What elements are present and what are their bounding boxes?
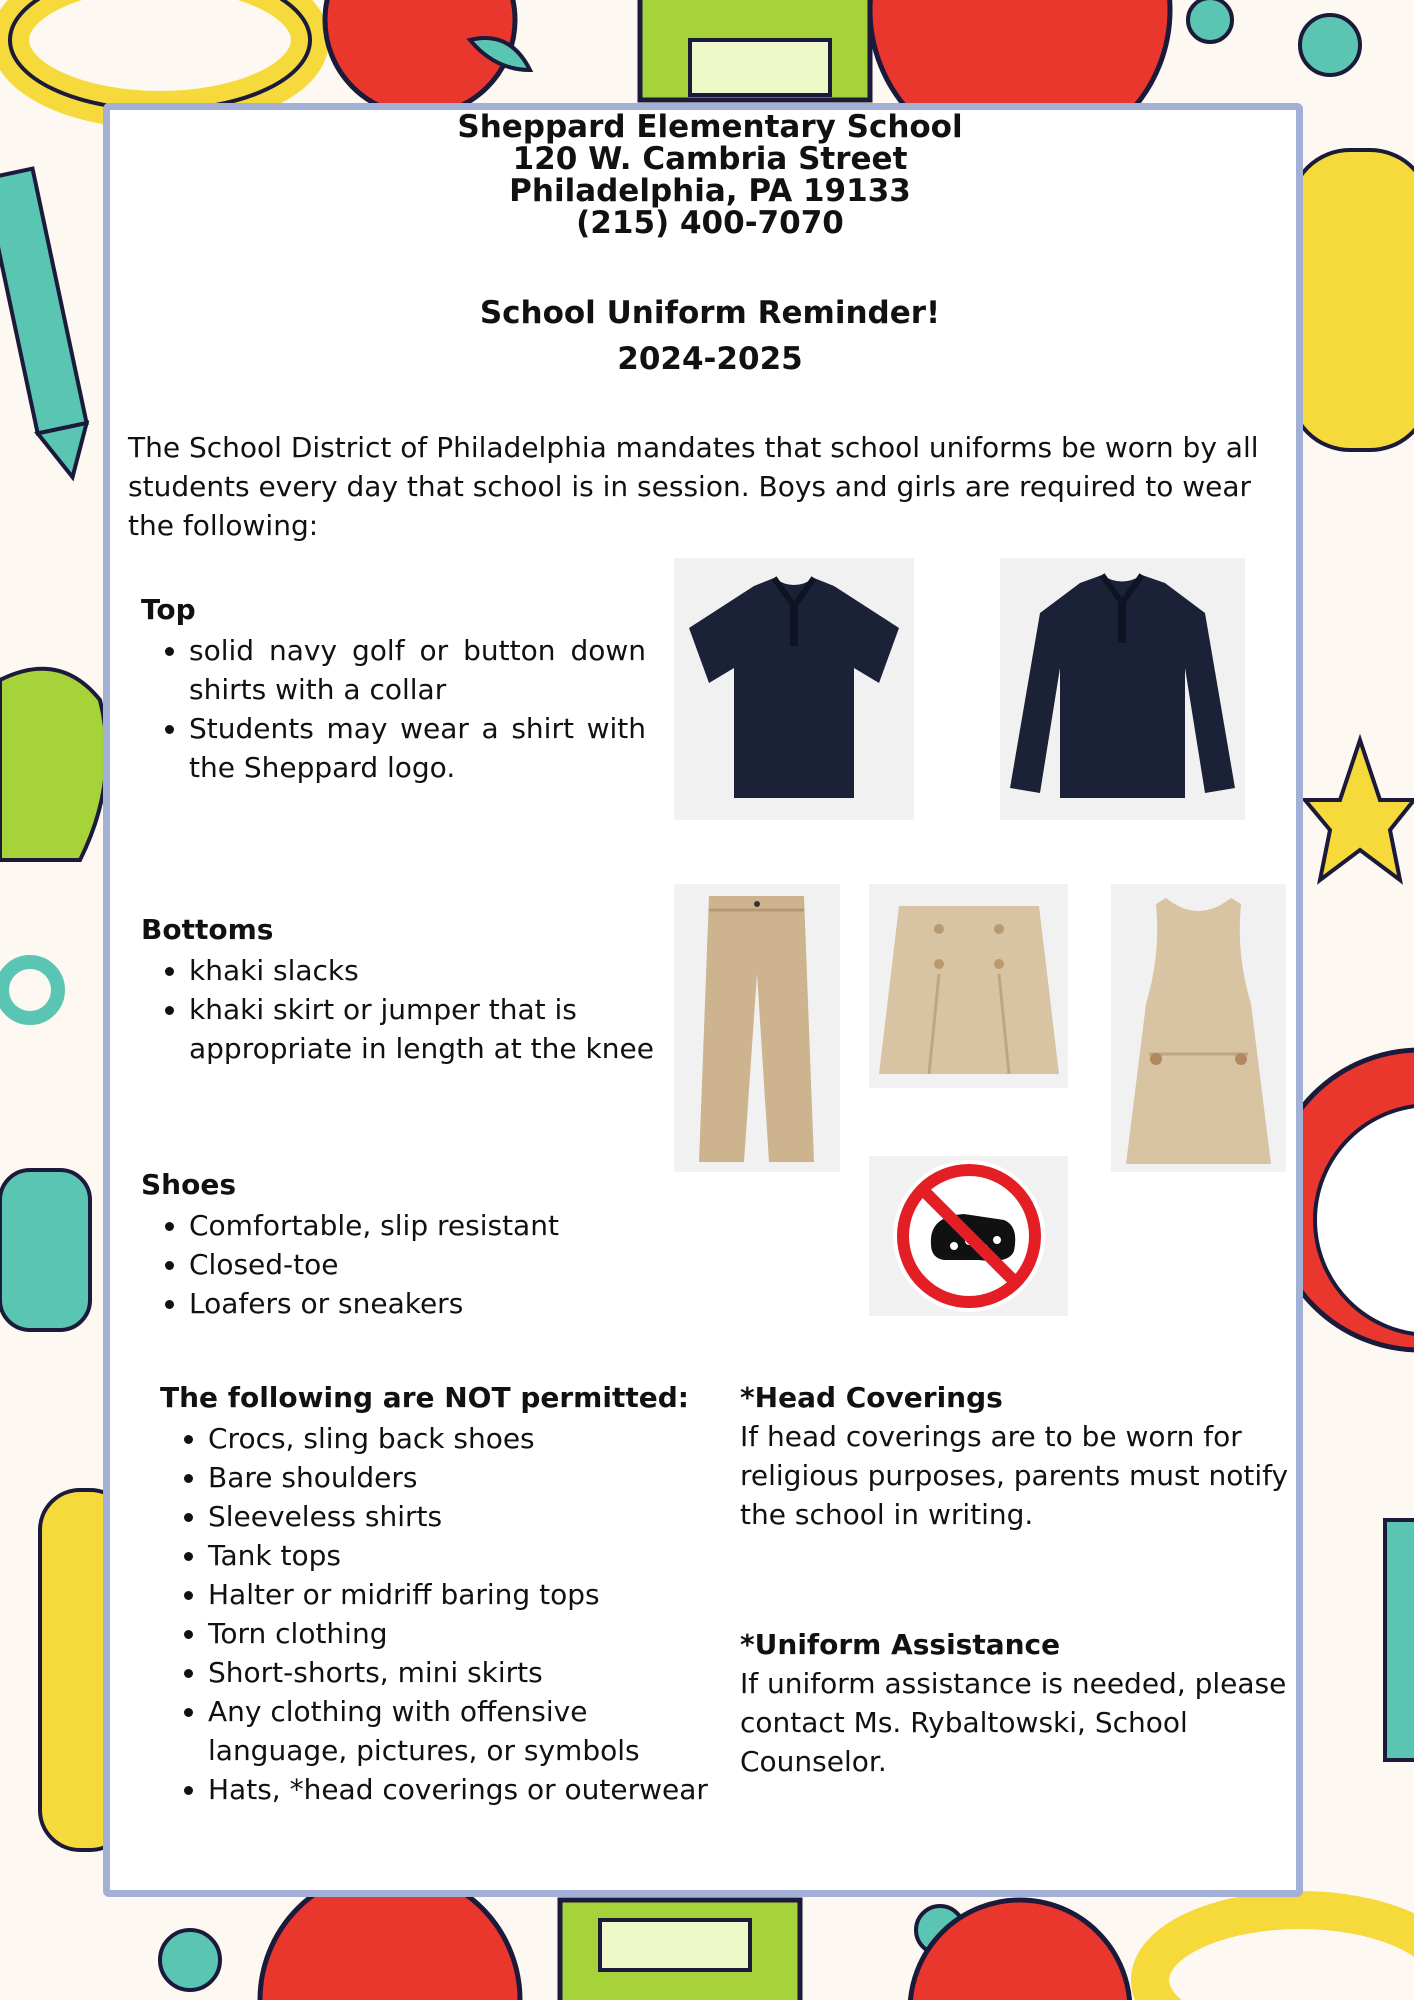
top-title: Top: [141, 593, 196, 626]
uniform-assistance-text: If uniform assistance is needed, please contact Ms. Rybaltowski, School Counselor.: [740, 1667, 1287, 1778]
list-item: • Students may wear a shirt with the Sheppard logo.: [189, 709, 646, 787]
reminder-title-block: [140, 290, 1280, 382]
top-section: [141, 591, 646, 787]
school-phone: (215) 400-7070: [576, 205, 844, 241]
list-item: • Any clothing with offensive language, pictures, or symbols: [208, 1692, 720, 1770]
shoes-list: [141, 1206, 661, 1323]
school-street: 120 W. Cambria Street: [512, 141, 908, 177]
navy-long-sleeve-polo-image: [1000, 558, 1245, 820]
list-item: • Comfortable, slip resistant: [189, 1206, 661, 1245]
list-item: • Closed-toe: [189, 1245, 661, 1284]
head-coverings-text: If head coverings are to be worn for religious purposes, parents must notify the school in writing.: [740, 1420, 1289, 1531]
list-item: • Short-shorts, mini skirts: [208, 1653, 720, 1692]
list-item: • Crocs, sling back shoes: [208, 1419, 720, 1458]
no-crocs-sign-image: [869, 1156, 1068, 1316]
list-item: • Tank tops: [208, 1536, 720, 1575]
list-item: • Hats, *head coverings or outerwear: [208, 1770, 720, 1809]
list-item: • Halter or midriff baring tops: [208, 1575, 720, 1614]
list-item: • khaki slacks: [189, 951, 661, 990]
head-coverings-title: *Head Coverings: [740, 1381, 1003, 1414]
intro-paragraph: The School District of Philadelphia mandates that school uniforms be worn by all students every day that school is in session. Boys and girls are required to wear the following:: [128, 431, 1259, 542]
uniform-assistance-title: *Uniform Assistance: [740, 1628, 1061, 1661]
khaki-slacks-image: [674, 884, 840, 1172]
khaki-jumper-image: [1111, 884, 1286, 1172]
page-title: School Uniform Reminder!: [479, 295, 941, 331]
not-permitted-list: [160, 1419, 720, 1809]
not-permitted-section: [160, 1379, 720, 1809]
uniform-assistance-note: [740, 1626, 1300, 1781]
list-item: • Bare shoulders: [208, 1458, 720, 1497]
list-item: • Torn clothing: [208, 1614, 720, 1653]
list-item: • Sleeveless shirts: [208, 1497, 720, 1536]
school-city: Philadelphia, PA 19133: [509, 173, 911, 209]
bottoms-title: Bottoms: [141, 913, 274, 946]
list-item: • solid navy golf or button down shirts with a collar: [189, 631, 646, 709]
list-item: • Loafers or sneakers: [189, 1284, 661, 1323]
top-list: [141, 631, 646, 787]
head-coverings-note: [740, 1379, 1300, 1534]
khaki-skirt-image: [869, 884, 1068, 1088]
school-header: [140, 111, 1280, 239]
navy-short-sleeve-polo-image: [674, 558, 914, 820]
school-year: 2024-2025: [617, 341, 803, 377]
list-item: • khaki skirt or jumper that is appropriate in length at the knee: [189, 990, 661, 1068]
not-permitted-title: The following are NOT permitted:: [160, 1381, 689, 1414]
shoes-title: Shoes: [141, 1168, 236, 1201]
school-name: Sheppard Elementary School: [457, 109, 963, 145]
shoes-section: [141, 1166, 661, 1323]
bottoms-list: [141, 951, 661, 1068]
bottoms-section: [141, 911, 661, 1068]
